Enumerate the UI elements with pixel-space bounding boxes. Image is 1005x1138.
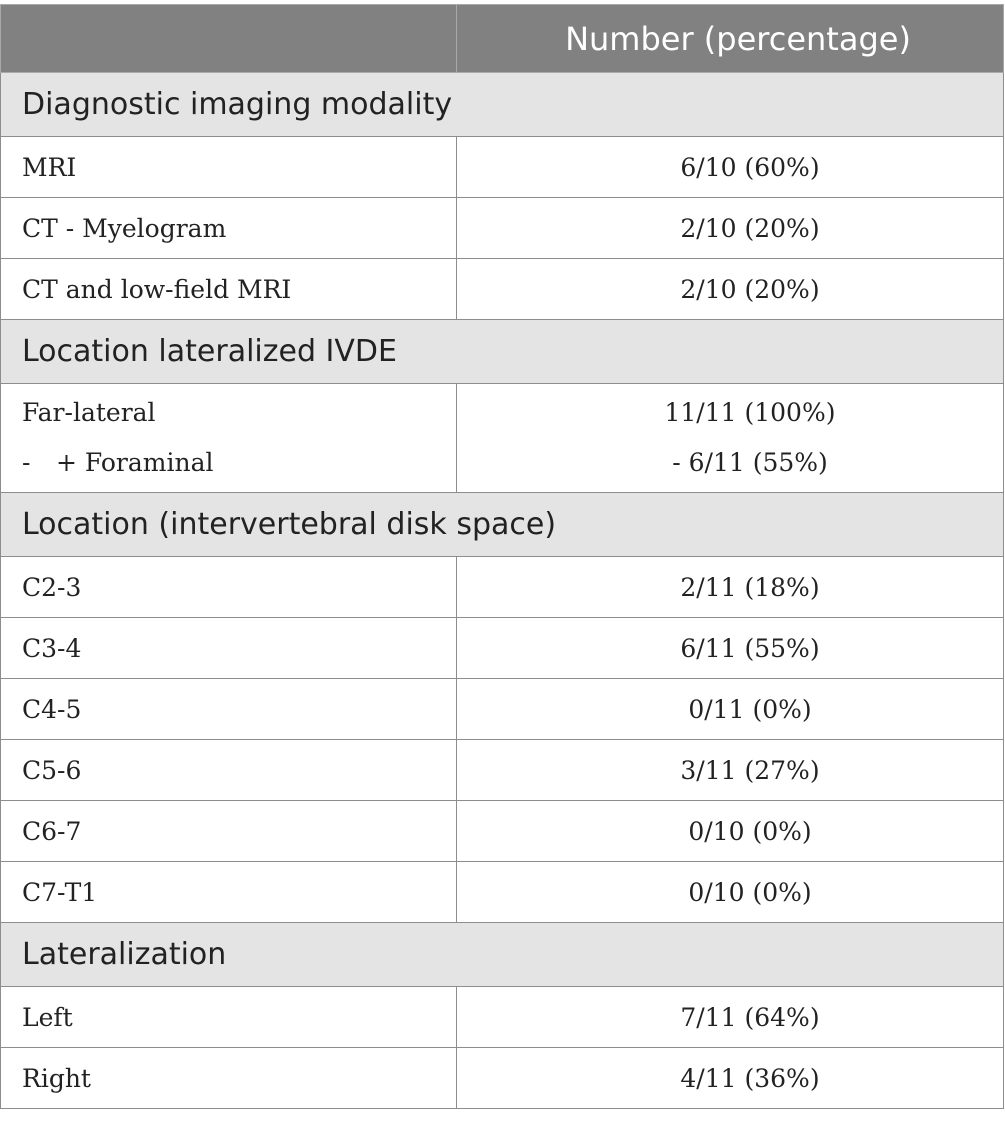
section-title: Diagnostic imaging modality <box>1 73 1004 137</box>
table-row <box>1 679 1004 740</box>
row-label: C4-5 <box>1 679 457 740</box>
sub-row-dash: - <box>22 448 31 477</box>
table-row <box>1 259 1004 320</box>
row-value: 0/10 (0%) <box>457 801 1004 862</box>
row-label: Left <box>1 987 457 1048</box>
table-row <box>1 384 1004 493</box>
row-value-cell <box>457 384 1004 493</box>
row-label: MRI <box>1 137 457 198</box>
row-label: C5-6 <box>1 740 457 801</box>
row-label: C6-7 <box>1 801 457 862</box>
table-row <box>1 1048 1004 1109</box>
sub-row-label-line <box>22 438 456 488</box>
row-label-cell <box>1 384 457 493</box>
section-header <box>1 73 1004 137</box>
section-header <box>1 493 1004 557</box>
row-value: 6/11 (55%) <box>457 618 1004 679</box>
row-value: 7/11 (64%) <box>457 987 1004 1048</box>
sub-row-value: - 6/11 (55%) <box>672 448 828 477</box>
table-row <box>1 137 1004 198</box>
table-row <box>1 862 1004 923</box>
table-row <box>1 740 1004 801</box>
section-title: Location lateralized IVDE <box>1 320 1004 384</box>
table-row <box>1 618 1004 679</box>
table-row <box>1 198 1004 259</box>
header-left-cell <box>1 5 457 73</box>
table-row <box>1 557 1004 618</box>
section-header <box>1 320 1004 384</box>
row-value: 3/11 (27%) <box>457 740 1004 801</box>
data-table <box>0 4 1004 1109</box>
row-label: C2-3 <box>1 557 457 618</box>
row-label: C3-4 <box>1 618 457 679</box>
row-label: Far-lateral <box>22 398 156 427</box>
sub-row-label: + Foraminal <box>56 448 214 477</box>
row-label: CT - Myelogram <box>1 198 457 259</box>
row-value: 2/10 (20%) <box>457 259 1004 320</box>
section-header <box>1 923 1004 987</box>
row-label: CT and low-field MRI <box>1 259 457 320</box>
row-value: 2/11 (18%) <box>457 557 1004 618</box>
table-row <box>1 987 1004 1048</box>
row-label: Right <box>1 1048 457 1109</box>
row-value: 11/11 (100%) <box>664 398 836 427</box>
row-value: 6/10 (60%) <box>457 137 1004 198</box>
row-value: 0/11 (0%) <box>457 679 1004 740</box>
row-value: 4/11 (36%) <box>457 1048 1004 1109</box>
row-label: C7-T1 <box>1 862 457 923</box>
row-value: 2/10 (20%) <box>457 198 1004 259</box>
row-value: 0/10 (0%) <box>457 862 1004 923</box>
header-number-percentage: Number (percentage) <box>457 5 1004 73</box>
section-title: Lateralization <box>1 923 1004 987</box>
table-row <box>1 801 1004 862</box>
section-title: Location (intervertebral disk space) <box>1 493 1004 557</box>
table-header-row <box>1 5 1004 73</box>
